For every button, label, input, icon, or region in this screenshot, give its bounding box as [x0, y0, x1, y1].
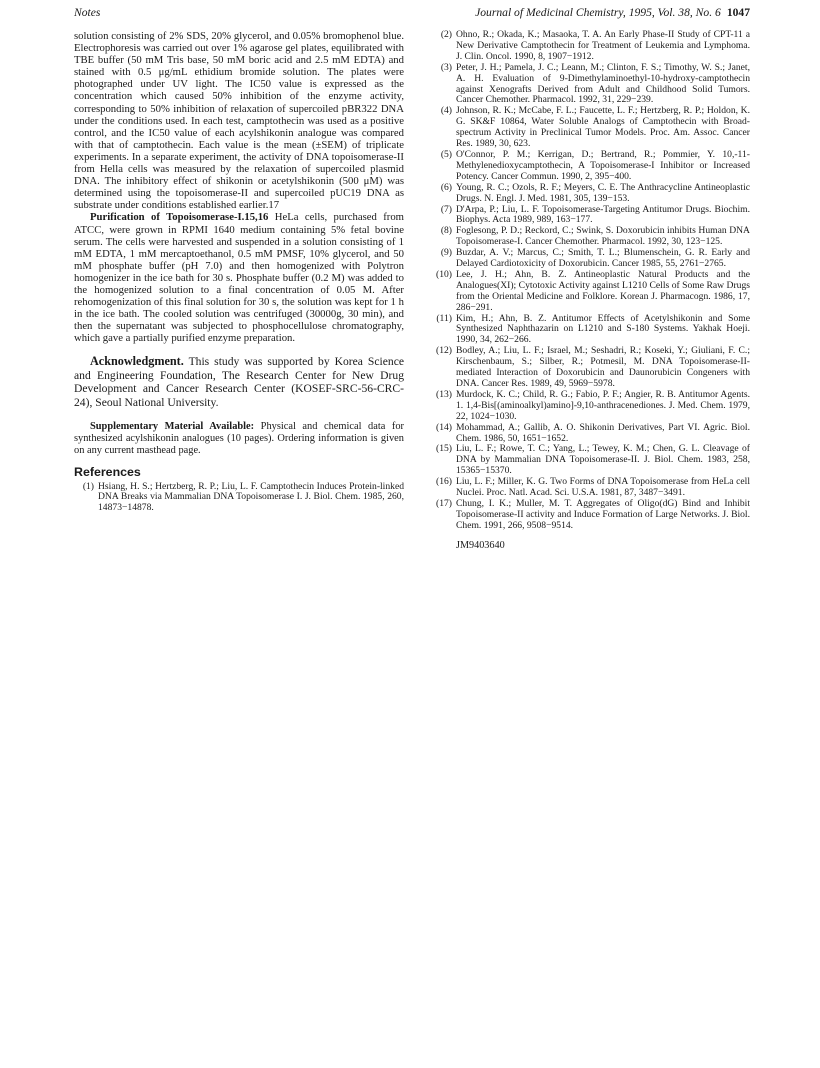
reference-item	[432, 226, 750, 248]
reference-number: (15)	[436, 443, 452, 455]
reference-item	[432, 346, 750, 390]
reference-text: Ohno, R.; Okada, K.; Masaoka, T. A. An Early Phase-II Study of CPT-11 a New Derivative Camptothecin for Treatment of Leukemia and Lymphoma. J. Clin. Oncol. 1990, 8, 1907−1912.	[456, 29, 750, 62]
reference-number: (16)	[436, 476, 452, 488]
reference-item	[432, 423, 750, 445]
acknowledgment-text: This study was supported by Korea Science and Engineering Foundation, The Research Center for New Drug Development and Cancer Research Center (KOSEF-SRC-56-CRC-24), Seoul National University.	[74, 355, 404, 409]
reference-item	[432, 248, 750, 270]
reference-item	[432, 30, 750, 63]
reference-text: Kim, H.; Ahn, B. Z. Antitumor Effects of Acetylshikonin and Some Synthesized Naphthazarin on L1210 and S-180 Systems. Yakhak Hoeji. 1990, 34, 262−266.	[456, 312, 750, 346]
reference-number: (8)	[440, 225, 452, 237]
reference-number: (2)	[440, 29, 452, 40]
references-heading: References	[74, 465, 141, 480]
section-label: Notes	[74, 6, 101, 19]
reference-text: Young, R. C.; Ozols, R. F.; Meyers, C. E. The Anthracycline Antineoplastic Drugs. N. Engl. J. Med. 1981, 305, 139−153.	[456, 181, 750, 204]
page-number: 1047	[726, 6, 750, 19]
reference-item	[432, 270, 750, 314]
reference-number: (7)	[440, 203, 452, 215]
right-column	[432, 30, 750, 552]
reference-text: Johnson, R. K.; McCabe, F. L.; Faucette, L. F.; Hertzberg, R. P.; Holdon, K. G. SK&F 10864, Water Soluble Analogs of Camptothecin with Broad-spectrum Activity in Preclinical Tumor Models. Proc. Am. Assoc. Cancer Res. 1989, 30, 623.	[456, 105, 750, 150]
supplementary-heading: Supplementary Material Available:	[90, 421, 255, 433]
reference-number: (4)	[440, 105, 452, 117]
body-paragraph-assay: solution consisting of 2% SDS, 20% glycerol, and 0.05% bromophenol blue. Electrophoresis was carried out over 1% agarose gel plates, equilibrated with TBE buffer (50 mM Tris base, 50 mM boric acid and 2.5 mM EDTA) and stained with 0.5 μg/mL ethidium bromide solution. The plates were photographed under UV light. The IC50 value is expressed as the concentration which caused 50% inhibition of the enzyme activity, corresponding to 50% inhibition of relaxation of supercoiled pBR322 DNA under the conditions used. In each test, camptothecin was used as a positive control, and the IC50 value of each acylshikonin analogue was compared with that of camptothecin. Each value is the mean (±SEM) of triplicate experiments. In a separate experiment, the activity of DNA topoisomerase-II from Hella cells was measured by the relaxation of supercoiled plasmid DNA. The inhibitory effect of shikonin or acetylshikonin (500 μM) was determined using the topoisomerase-II and supercoiled pUC19 DNA as substrate under conditions established earlier.17	[74, 30, 404, 212]
purification-text: HeLa cells, purchased from ATCC, were grown in RPMI 1640 medium containing 5% fetal bovine serum. The cells were harvested and suspended in a solution consisting of 1 mM EDTA, 1 mM mercaptoethanol, 0.5 mM PMSF, 10% glycerol, and 50 mM phosphate buffer (pH 7.0) and then homogenized with Polytron homogenizer in the ice bath for 30 s. Phosphate buffer (0.2 M) was added to the homogenized solution to a final concentration of 0.05 M. After rehomogenization of this final solution for 30 s, the solution was kept for 1 h in the ice bath. The cooled solution was centrifuged (30000g, 30 min), and then the supernatant was subjected to phosphocellulose chromatography, which gave a partially purified enzyme preparation.	[74, 211, 404, 345]
reference-text: Peter, J. H.; Pamela, J. C.; Leann, M.; Clinton, F. S.; Timothy, W. S.; Janet, A. H. Evaluation of 9-Dimethylaminoethyl-10-hydroxy-camptothecin against Xenografts Derived from Adult and Childhood Solid Tumors. Cancer Chemother. Pharmacol. 1992, 31, 229−239.	[456, 61, 750, 106]
reference-text: Mohammad, A.; Gallib, A. O. Shikonin Derivatives, Part VI. Agric. Biol. Chem. 1986, 50, 1651−1652.	[456, 421, 750, 444]
reference-number: (17)	[436, 497, 452, 509]
reference-text: Bodley, A.; Liu, L. F.; Israel, M.; Seshadri, R.; Koseki, Y.; Giuliani, F. C.; Kirschenbaum, S.; Silber, R.; Potmesil, M. DNA Topoisomerase-II-mediated Interaction of Doxorubicin and Daunorubicin Congeners with DNA. Cancer Res. 1989, 49, 5969−5978.	[456, 345, 750, 389]
reference-text: Foglesong, P. D.; Reckord, C.; Swink, S. Doxorubicin inhibits Human DNA Topoisomerase-I. Cancer Chemother. Pharmacol. 1992, 30, 123−125.	[456, 225, 750, 248]
reference-number: (6)	[440, 181, 452, 193]
reference-item	[432, 205, 750, 227]
reference-number: (10)	[436, 268, 452, 280]
reference-list-left	[74, 482, 404, 515]
left-column	[74, 30, 404, 514]
reference-list-right	[432, 30, 750, 532]
reference-item	[432, 106, 750, 150]
manuscript-id: JM9403640	[456, 539, 505, 551]
supplementary-material	[74, 421, 404, 456]
reference-item	[432, 444, 750, 477]
journal-citation	[475, 6, 750, 19]
reference-text: Buzdar, A. V.; Marcus, C.; Smith, T. L.; Blumenschein, G. R. Early and Delayed Cardiotoxicity of Doxorubicin. Cancer 1985, 55, 2761−2765.	[456, 247, 750, 270]
reference-item	[432, 63, 750, 107]
journal-name: Journal of Medicinal Chemistry, 1995, Vol. 38, No. 6	[475, 6, 721, 19]
body-paragraph-purification	[74, 211, 404, 344]
reference-text: Hsiang, H. S.; Hertzberg, R. P.; Liu, L. F. Camptothecin Induces Protein-linked DNA Breaks via Mammalian DNA Topoisomerase I. J. Biol. Chem. 1985, 260, 14873−14878.	[98, 480, 404, 514]
reference-number: (9)	[440, 247, 452, 259]
reference-number: (12)	[436, 345, 452, 357]
reference-text: D'Arpa, P.; Liu, L. F. Topoisomerase-Targeting Antitumor Drugs. Biochim. Biophys. Acta 1989, 989, 163−177.	[456, 203, 750, 226]
reference-number: (1)	[82, 480, 94, 492]
reference-number: (13)	[436, 388, 452, 400]
reference-text: O'Connor, P. M.; Kerrigan, D.; Bertrand, R.; Pommier, Y. 10,-11-Methylenedioxycamptothecin, A Topoisomerase-I Inhibitor or Increased Potency. Cancer Commun. 1990, 2, 395−400.	[456, 148, 750, 182]
reference-item	[432, 477, 750, 499]
reference-item	[432, 390, 750, 423]
reference-text: Lee, J. H.; Ahn, B. Z. Antineoplastic Natural Products and the Analogues(XI); Cytotoxic Activity against L1210 Cells of Some Raw Drugs from the Oriental Medicine and Folklore. Korean J. Pharmacogn. 1986, 17, 286−291.	[456, 268, 750, 313]
reference-item	[432, 183, 750, 205]
reference-text: Chung, I. K.; Muller, M. T. Aggregates of Oligo(dG) Bind and Inhibit Topoisomerase-II activity and Induce Formation of Large Networks. J. Biol. Chem. 1991, 266, 9508−9514.	[456, 497, 750, 531]
acknowledgment	[74, 355, 404, 409]
reference-number: (5)	[440, 148, 452, 160]
supplementary-text: Physical and chemical data for synthesized acylshikonin analogues (10 pages). Ordering information is given on any current masthead page.	[74, 421, 404, 456]
reference-item	[432, 314, 750, 347]
acknowledgment-heading: Acknowledgment.	[90, 354, 184, 369]
reference-text: Liu, L. F.; Rowe, T. C.; Yang, L.; Tewey, K. M.; Chen, G. L. Cleavage of DNA by Mammalian DNA Topoisomerase-II. J. Biol. Chem. 1983, 258, 15365−15370.	[456, 443, 750, 477]
reference-number: (11)	[436, 312, 452, 324]
reference-item	[432, 150, 750, 183]
running-header	[74, 6, 750, 22]
reference-number: (3)	[440, 61, 452, 73]
reference-text: Murdock, K. C.; Child, R. G.; Fabio, P. F.; Angier, R. B. Antitumor Agents. 1. 1,4-Bis[(aminoalkyl)amino]-9,10-anthracenediones. J. Med. Chem. 1979, 22, 1024−1030.	[456, 388, 750, 422]
reference-text: Liu, L. F.; Miller, K. G. Two Forms of DNA Topoisomerase from HeLa cell Nuclei. Proc. Natl. Acad. Sci. U.S.A. 1981, 87, 3487−3491.	[456, 476, 750, 499]
reference-number: (14)	[436, 421, 452, 433]
reference-item	[432, 499, 750, 532]
reference-item	[74, 482, 404, 515]
purification-heading: Purification of Topoisomerase-I.15,16	[90, 211, 269, 224]
